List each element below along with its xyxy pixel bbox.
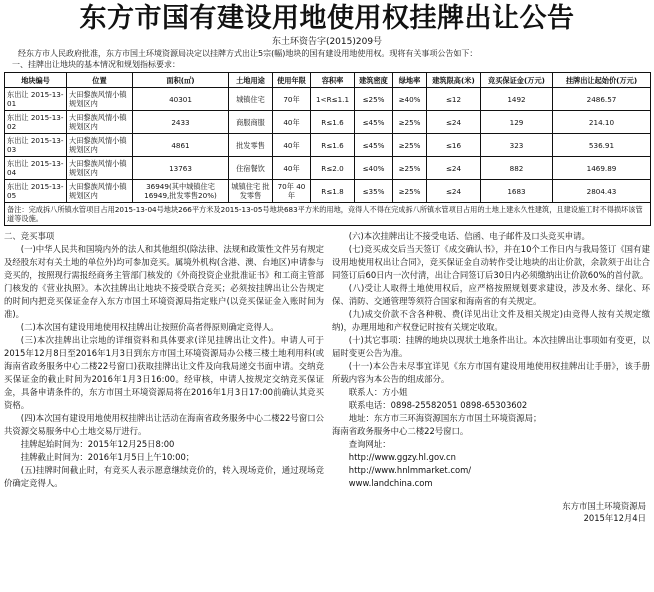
table-note-row bbox=[5, 203, 651, 226]
table-cell: 批发零售 bbox=[229, 134, 273, 157]
table-cell: ≤24 bbox=[427, 157, 481, 180]
table-cell: 大田黎族风情小镇规划区内 bbox=[67, 157, 133, 180]
table-cell: ≤45% bbox=[355, 111, 393, 134]
paragraph: (十)其它事项：挂牌的地块以现状土地条件出让。本次挂牌出让事项如有变更，以届时变更公告为准。 bbox=[332, 335, 650, 358]
paragraph: (十一)本公告未尽事宜详见《东方市国有建设用地使用权挂牌出让手册》，该手册所载内容为本公告的组成部分。 bbox=[332, 361, 650, 384]
table-cell: 2804.43 bbox=[553, 180, 651, 203]
table-cell: ≤45% bbox=[355, 134, 393, 157]
query-link-1[interactable]: http://www.ggzy.hl.gov.cn bbox=[348, 452, 456, 462]
table-cell: 214.10 bbox=[553, 111, 651, 134]
table-cell: 东出让 2015-13-03 bbox=[5, 134, 67, 157]
table-cell: ≤24 bbox=[427, 180, 481, 203]
table-cell: ≥25% bbox=[393, 134, 427, 157]
table-cell: ≤16 bbox=[427, 134, 481, 157]
header-cell: 挂牌出让起始价(万元) bbox=[553, 73, 651, 88]
table-cell: R≤1.8 bbox=[311, 180, 355, 203]
header-cell: 位置 bbox=[67, 73, 133, 88]
table-header-row bbox=[5, 73, 651, 88]
left-column bbox=[4, 230, 332, 524]
paragraph: (二)本次国有建设用地使用权挂牌出让按照价高者得原则确定竞得人。 bbox=[20, 322, 279, 332]
header-cell: 建筑限高(米) bbox=[427, 73, 481, 88]
table-cell: 东出让 2015-13-04 bbox=[5, 157, 67, 180]
table-cell: 70年 bbox=[273, 88, 311, 111]
table-cell: 城镇住宅 bbox=[229, 88, 273, 111]
table-cell: ≥25% bbox=[393, 157, 427, 180]
contact-address-2: 海南省政务服务中心二楼22号窗口。 bbox=[332, 426, 469, 436]
table-cell: ≤24 bbox=[427, 111, 481, 134]
table-cell: 13763 bbox=[133, 157, 229, 180]
table-cell: ≥25% bbox=[393, 180, 427, 203]
header-cell: 土地用途 bbox=[229, 73, 273, 88]
table-cell: 40年 bbox=[273, 157, 311, 180]
table-cell: ≤40% bbox=[355, 157, 393, 180]
table-cell: 1683 bbox=[481, 180, 553, 203]
paragraph: (三)本次挂牌出让宗地的详细资料和具体要求(详见挂牌出让文件)。申请人可于2015年12月8日至2016年1月3日到东方市国土环境资源局办公楼三楼土地利用科(或海南省政务服务中心二楼22号窗口)获取挂牌出让文件及向我局递交书面申请。交纳竞买保证金的截止时间为2016年1月3日16:00。经审核，申请人按规定交纳竞买保证金，具备申请条件的，东方市国土环境资源局将在2016年1月3日17:00前确认其竞买资格。 bbox=[4, 335, 324, 410]
table-cell: 882 bbox=[481, 157, 553, 180]
section1-heading: 一、挂牌出让地块的基本情况和规划指标要求： bbox=[12, 60, 180, 69]
table-note: 备注：完成拆八所镇水管项目占用2015-13-04号地块266平方米及2015-13-05号地块683平方米的用地，竞得人不得在完成拆八所镇水管项目占用的土地上建永久性建筑，且建设施工时不得损坏该管道等设施。 bbox=[5, 203, 651, 226]
table-cell: 40年 bbox=[273, 134, 311, 157]
table-cell: ≤35% bbox=[355, 180, 393, 203]
table-cell: 大田黎族风情小镇规划区内 bbox=[67, 88, 133, 111]
table-cell: 2433 bbox=[133, 111, 229, 134]
header-cell: 绿地率 bbox=[393, 73, 427, 88]
table-row bbox=[5, 134, 651, 157]
paragraph: (五)挂牌时间截止时，有竞买人表示愿意继续竞价的，转入现场竞价，通过现场竞价确定竞得人。 bbox=[4, 465, 324, 488]
page-title: 东方市国有建设用地使用权挂牌出让公告 bbox=[79, 3, 575, 34]
contact-phone: 联系电话：0898-25582051 0898-65303602 bbox=[348, 400, 528, 410]
body-columns bbox=[4, 230, 650, 524]
table-cell: R≤1.6 bbox=[311, 134, 355, 157]
table-cell: 东出让 2015-13-02 bbox=[5, 111, 67, 134]
table-cell: 商服商服 bbox=[229, 111, 273, 134]
table-cell: 东出让 2015-13-01 bbox=[5, 88, 67, 111]
table-cell: 大田黎族风情小镇规划区内 bbox=[67, 111, 133, 134]
issue-date: 2015年12月4日 bbox=[583, 513, 646, 523]
paragraph: (六)本次挂牌出让不接受电话、信函、电子邮件及口头竞买申请。 bbox=[348, 231, 590, 241]
signoff bbox=[332, 500, 650, 524]
table-cell: 1492 bbox=[481, 88, 553, 111]
paragraph: (七)竞买成交后当天签订《成交确认书》，并在10个工作日内与我局签订《国有建设用地使用权出让合同》，竞买保证金自动转作受让地块的出让价款，余款须于出让合同签订后60日内一次付清，出让合同签订后30日内必须缴纳出让价款60%的首付款。 bbox=[332, 244, 650, 280]
table-cell: 1<R≤1.1 bbox=[311, 88, 355, 111]
table-cell: ≤25% bbox=[355, 88, 393, 111]
table-cell: R≤2.0 bbox=[311, 157, 355, 180]
contact-address: 地址：东方市三环海资源国东方市国土环境资源局； bbox=[348, 413, 542, 423]
table-row bbox=[5, 180, 651, 203]
table-cell: 大田黎族风情小镇规划区内 bbox=[67, 180, 133, 203]
parcel-table bbox=[4, 72, 651, 226]
table-cell: ≥40% bbox=[393, 88, 427, 111]
table-cell: 4861 bbox=[133, 134, 229, 157]
table-cell: 住宿餐饮 bbox=[229, 157, 273, 180]
paragraph: (一)中华人民共和国境内外的法人和其他组织(除法律、法规和政策性文件另有规定及经股东对有关土地的单位外)均可参加竞买。属境外机构(含港、澳、台地区)申请参与竞买的，按照现行需报经商务主管部门核发的《外商投资企业批准证书》和工商主管部门核发的《营业执照》。本次挂牌出让地块不接受联合竞买；必须按挂牌出让公告规定的时间内把竞买保证金存入东方市国土环境资源局指定账户(以竞买保证金入账时间为准)。 bbox=[4, 244, 324, 319]
header-cell: 地块编号 bbox=[5, 73, 67, 88]
table-cell: ≥25% bbox=[393, 111, 427, 134]
table-cell: 129 bbox=[481, 111, 553, 134]
table-cell: R≤1.6 bbox=[311, 111, 355, 134]
document-number: 东土环资告字(2015)209号 bbox=[271, 37, 383, 47]
table-cell: 大田黎族风情小镇规划区内 bbox=[67, 134, 133, 157]
table-cell: 1469.89 bbox=[553, 157, 651, 180]
header-cell: 面积(㎡) bbox=[133, 73, 229, 88]
query-link-2[interactable]: http://www.hnlmmarket.com/ bbox=[348, 465, 472, 475]
table-cell: 2486.57 bbox=[553, 88, 651, 111]
listing-end-time: 挂牌截止时间为：2016年1月5日上午10:00； bbox=[20, 452, 195, 462]
paragraph: (八)受让人取得土地使用权后，应严格按照规划要求建设，涉及水务、绿化、环保、消防、交通管理等须符合国家和海南省的有关规定。 bbox=[332, 283, 650, 306]
query-link-3[interactable]: www.landchina.com bbox=[348, 478, 433, 488]
table-row bbox=[5, 88, 651, 111]
table-cell: 323 bbox=[481, 134, 553, 157]
table-cell: 城镇住宅 批发零售 bbox=[229, 180, 273, 203]
table-row bbox=[5, 157, 651, 180]
table-cell: 东出让 2015-13-05 bbox=[5, 180, 67, 203]
table-row bbox=[5, 111, 651, 134]
table-cell: 70年 40年 bbox=[273, 180, 311, 203]
contact-person: 联系人：方小姐 bbox=[348, 387, 408, 397]
header-cell: 容积率 bbox=[311, 73, 355, 88]
intro-paragraph: 经东方市人民政府批准，东方市国土环境资源局决定以挂牌方式出让5宗(幅)地块的国有建设用地使用权。现将有关事项公告如下： bbox=[18, 49, 478, 58]
table-cell: 40301 bbox=[133, 88, 229, 111]
paragraph: (四)本次国有建设用地使用权挂牌出让活动在海南省政务服务中心二楼22号窗口公共资源交易服务中心土地交易厅进行。 bbox=[4, 413, 324, 436]
section2-heading: 二、竞买事项 bbox=[4, 231, 55, 241]
paragraph: (九)成交价款不含各种税、费(详见出让文件及相关规定)由竞得人按有关规定缴纳)，办理用地和产权登记时按有关规定收取。 bbox=[332, 309, 650, 332]
table-cell: 536.91 bbox=[553, 134, 651, 157]
right-column bbox=[332, 230, 650, 524]
listing-start-time: 挂牌起始时间为：2015年12月25日8:00 bbox=[20, 439, 175, 449]
table-cell: 36949(其中城镇住宅16949,批发零售20%) bbox=[133, 180, 229, 203]
table-cell: ≤12 bbox=[427, 88, 481, 111]
header-cell: 竞买保证金(万元) bbox=[481, 73, 553, 88]
query-label: 查询网址： bbox=[348, 439, 391, 449]
header-cell: 建筑密度 bbox=[355, 73, 393, 88]
table-cell: 40年 bbox=[273, 111, 311, 134]
header-cell: 使用年限 bbox=[273, 73, 311, 88]
issuing-organization: 东方市国土环境资源局 bbox=[562, 501, 646, 511]
